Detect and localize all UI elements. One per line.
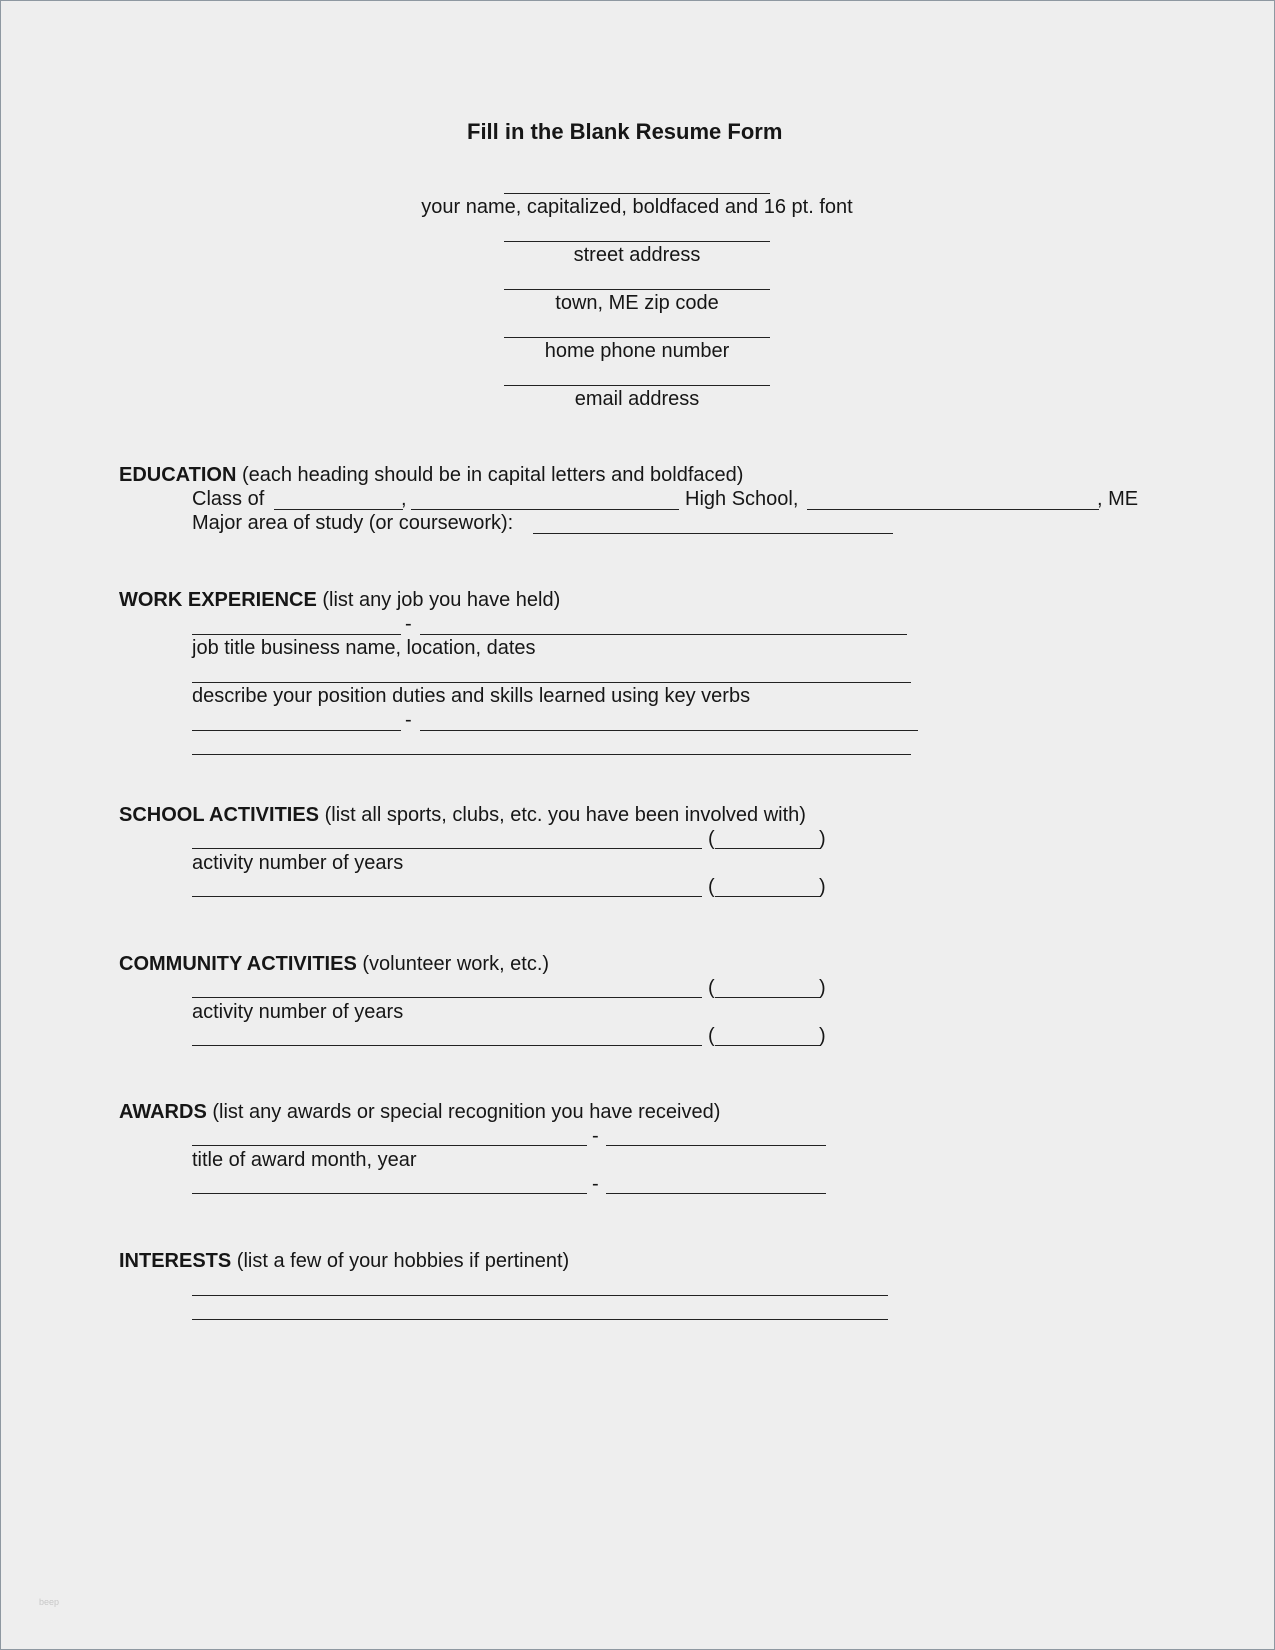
community-activity-label: activity number of years [192,1001,404,1023]
job-duties-blank-2[interactable] [192,754,911,755]
education-heading-line [119,463,743,487]
town-blank[interactable] [504,289,770,290]
school-activity-label: activity number of years [192,852,404,874]
interests-note: (list a few of your hobbies if pertinent) [231,1250,570,1272]
school-paren-close-2: ) [819,876,826,898]
watermark: beep [39,1597,60,1607]
community-years-blank-2[interactable] [715,1045,821,1046]
education-note: (each heading should be in capital letters and boldfaced) [236,464,744,486]
class-of-label: Class of [192,488,265,510]
interests-blank-1[interactable] [192,1295,888,1296]
work-heading: WORK EXPERIENCE [119,589,317,611]
awards-note: (list any awards or special recognition you have received) [206,1101,721,1123]
street-blank[interactable] [504,241,770,242]
state-label: , ME [1097,488,1139,510]
job-dash-1: - [405,613,412,635]
community-note: (volunteer work, etc.) [356,953,550,975]
job-details-blank-1[interactable] [420,634,907,635]
high-school-label: High School, [685,488,799,510]
community-paren-open-1: ( [708,977,715,999]
school-paren-close-1: ) [819,828,826,850]
award-date-blank-1[interactable] [606,1145,826,1146]
job-duties-blank-1[interactable] [192,682,911,683]
form-title: Fill in the Blank Resume Form [467,119,783,144]
community-paren-close-1: ) [819,977,826,999]
education-heading: EDUCATION [119,464,237,486]
email-label: email address [574,388,700,410]
job-dash-2: - [405,709,412,731]
award-date-blank-2[interactable] [606,1193,826,1194]
school-paren-open-1: ( [708,828,715,850]
phone-blank[interactable] [504,337,770,338]
awards-heading: AWARDS [119,1101,207,1123]
major-label: Major area of study (or coursework): [192,512,514,534]
street-label: street address [573,244,701,266]
school-years-blank-2[interactable] [715,896,821,897]
community-paren-close-2: ) [819,1025,826,1047]
community-heading: COMMUNITY ACTIVITIES [119,953,357,975]
work-note: (list any job you have held) [316,589,561,611]
school-note: (list all sports, clubs, etc. you have been involved with) [319,804,806,826]
community-activity-blank-2[interactable] [192,1045,702,1046]
community-paren-open-2: ( [708,1025,715,1047]
school-activity-blank-1[interactable] [192,848,702,849]
job-title-label: job title business name, location, dates [192,637,536,659]
school-paren-open-2: ( [708,876,715,898]
award-title-blank-1[interactable] [192,1145,587,1146]
awards-heading-line [119,1100,720,1124]
class-comma: , [401,488,407,510]
name-blank[interactable] [504,193,770,194]
school-years-blank-1[interactable] [715,848,821,849]
interests-blank-2[interactable] [192,1319,888,1320]
phone-label: home phone number [544,340,730,362]
community-heading-line [119,952,549,976]
school-heading-line [119,803,806,827]
award-dash-2: - [592,1173,599,1195]
community-years-blank-1[interactable] [715,997,821,998]
job-title-blank-2[interactable] [192,730,401,731]
email-blank[interactable] [504,385,770,386]
job-details-blank-2[interactable] [420,730,918,731]
town-label: town, ME zip code [555,292,719,314]
work-heading-line [119,588,560,612]
name-label: your name, capitalized, boldfaced and 16 pt. font [421,196,853,218]
high-school-name-blank[interactable] [411,509,679,510]
award-title-blank-2[interactable] [192,1193,587,1194]
interests-heading-line [119,1249,569,1273]
major-blank[interactable] [533,533,893,534]
school-heading: SCHOOL ACTIVITIES [119,804,320,826]
school-activity-blank-2[interactable] [192,896,702,897]
interests-heading: INTERESTS [119,1250,232,1272]
class-year-blank[interactable] [274,509,403,510]
high-school-town-blank[interactable] [807,509,1099,510]
job-title-blank-1[interactable] [192,634,401,635]
award-dash-1: - [592,1125,599,1147]
job-duties-label: describe your position duties and skills learned using key verbs [192,685,751,707]
community-activity-blank-1[interactable] [192,997,702,998]
award-label: title of award month, year [192,1149,417,1171]
